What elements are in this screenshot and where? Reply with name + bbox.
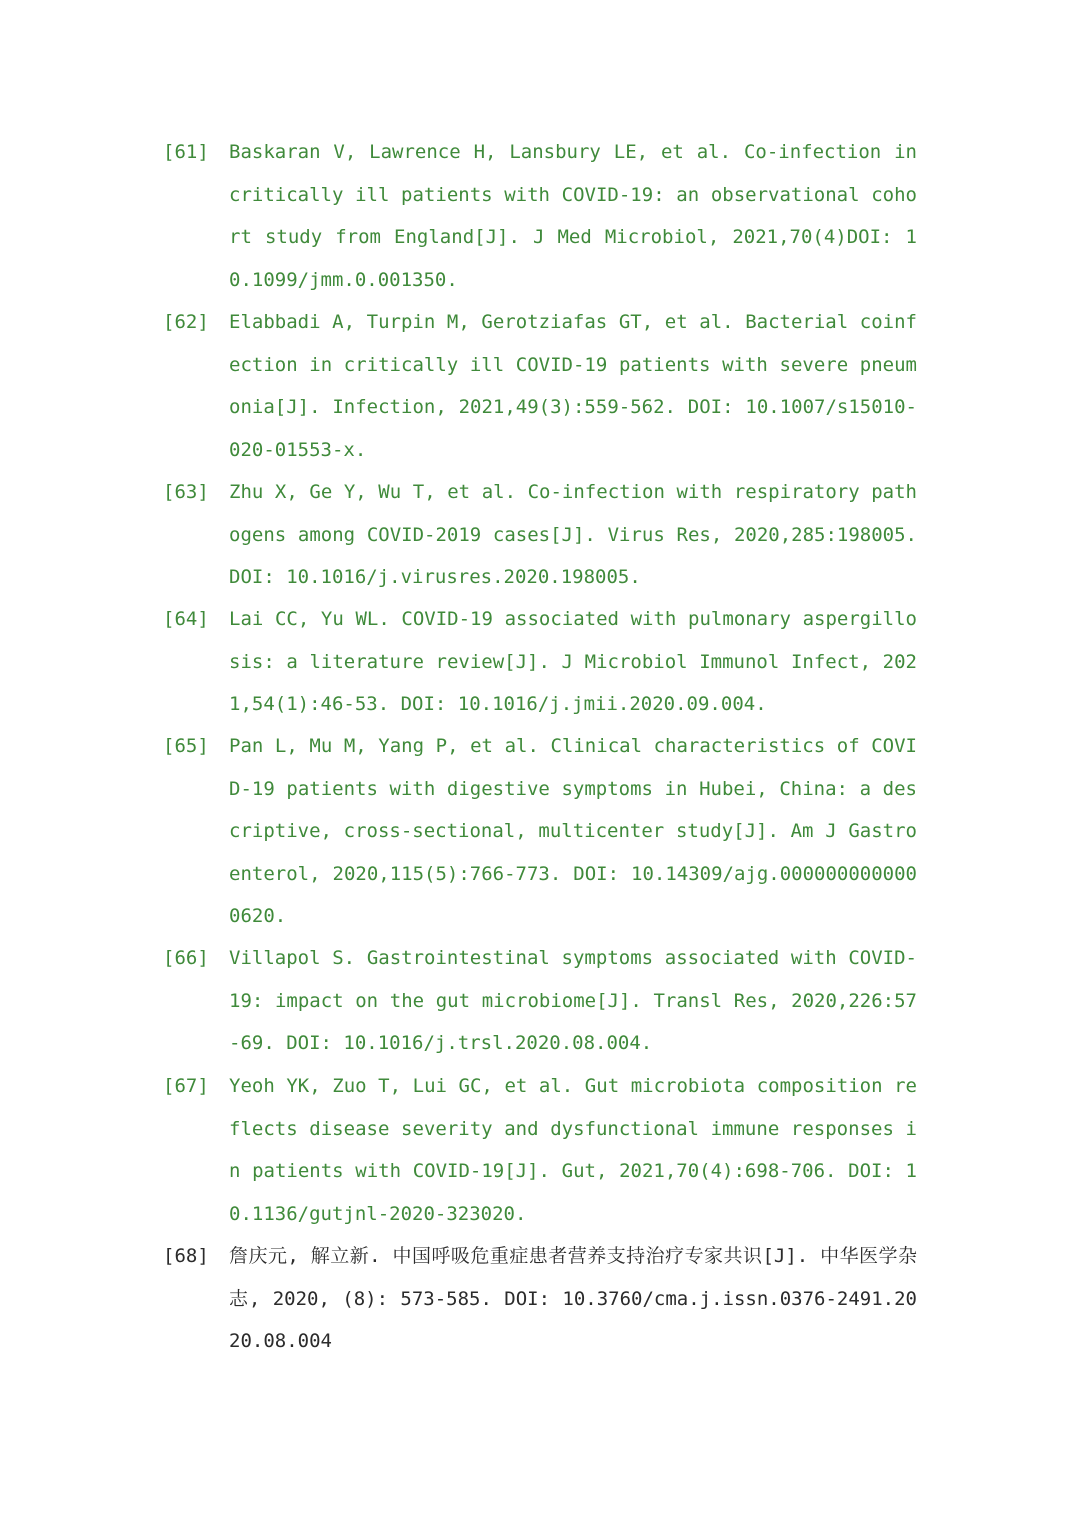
reference-text: Pan L, Mu M, Yang P, et al. Clinical characteristics of COVID-19 patients with digestive symptoms in Hubei, China: a descriptive, cross-sectional, multicenter study[J]. Am J Gastroenterol, 2020,115(5):766-773. DOI: 10.14309/ajg.0000000000000620. [229, 735, 917, 927]
reference-text: Yeoh YK, Zuo T, Lui GC, et al. Gut microbiota composition reflects disease severity and dysfunctional immune responses in patients with COVID-19[J]. Gut, 2021,70(4):698-706. DOI: 10.1136/gutjnl-2020-323020. [229, 1075, 917, 1225]
reference-number: [63] [163, 481, 209, 503]
reference-text: 詹庆元, 解立新. 中国呼吸危重症患者营养支持治疗专家共识[J]. 中华医学杂志, 2020, (8): 573-585. DOI: 10.3760/cma.j.issn.0376-2491.2020.08.004 [229, 1245, 917, 1352]
reference-text: Villapol S. Gastrointestinal symptoms associated with COVID-19: impact on the gut microbiome[J]. Transl Res, 2020,226:57-69. DOI: 10.1016/j.trsl.2020.08.004. [229, 947, 917, 1054]
reference-text: Elabbadi A, Turpin M, Gerotziafas GT, et al. Bacterial coinfection in critically ill COVID-19 patients with severe pneumonia[J]. Infection, 2021,49(3):559-562. DOI: 10.1007/s15010-020-01553-x. [229, 311, 917, 461]
reference-number: [62] [163, 311, 209, 333]
reference-text: Zhu X, Ge Y, Wu T, et al. Co-infection with respiratory pathogens among COVID-2019 cases[J]. Virus Res, 2020,285:198005. DOI: 10.1016/j.virusres.2020.198005. [229, 481, 917, 588]
reference-text: Lai CC, Yu WL. COVID-19 associated with pulmonary aspergillosis: a literature review[J]. J Microbiol Immunol Infect, 2021,54(1):46-53. DOI: 10.1016/j.jmii.2020.09.004. [229, 608, 917, 715]
reference-number: [68] [163, 1245, 209, 1267]
reference-number: [65] [163, 735, 209, 757]
reference-text: Baskaran V, Lawrence H, Lansbury LE, et al. Co-infection in critically ill patients with COVID-19: an observational cohort study from England[J]. J Med Microbiol, 2021,70(4)DOI: 10.1099/jmm.0.001350. [229, 141, 917, 291]
reference-number: [67] [163, 1075, 209, 1097]
reference-number: [64] [163, 608, 209, 630]
reference-number: [61] [163, 141, 209, 163]
reference-number: [66] [163, 947, 209, 969]
